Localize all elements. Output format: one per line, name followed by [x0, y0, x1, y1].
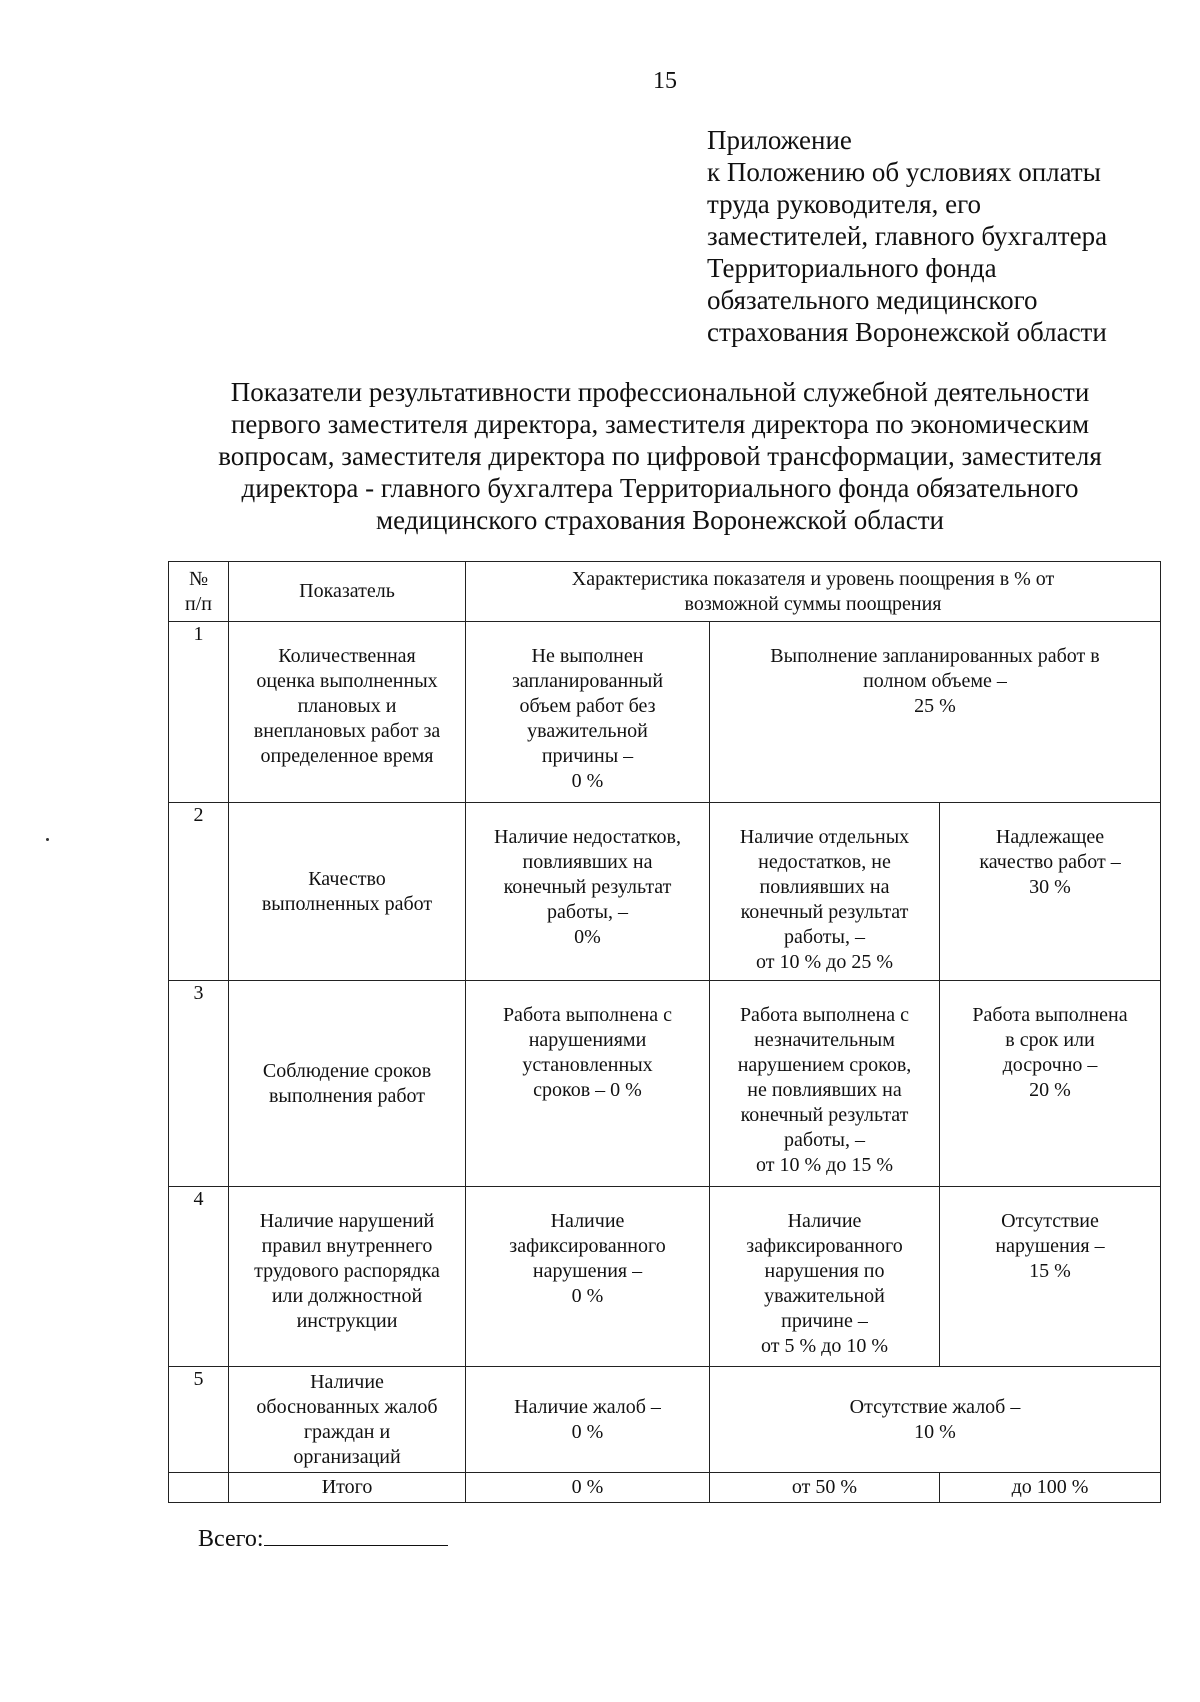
row-indicator: Наличие нарушений правил внутреннего трудового распорядка или должностной инструкции — [229, 1187, 466, 1367]
total-col1: 0 % — [466, 1473, 710, 1503]
total-col2: от 50 % — [710, 1473, 940, 1503]
row-number: 4 — [169, 1187, 229, 1367]
page-number: 15 — [653, 68, 677, 94]
appendix-line: Приложение — [707, 125, 852, 155]
table-row — [169, 1367, 1161, 1473]
row-level-mid: Наличие отдельных недостатков, не повлиявших на конечный результат работы, – от 10 % до 25 % — [710, 803, 940, 981]
header-indicator: Показатель — [229, 562, 466, 622]
row-level-low: Наличие недостатков, повлиявших на конечный результат работы, – 0% — [466, 803, 710, 981]
total-empty-cell — [169, 1473, 229, 1503]
total-col3: до 100 % — [940, 1473, 1161, 1503]
appendix-line: Территориального фонда — [707, 253, 997, 283]
row-level-mid: Работа выполнена с незначительным нарушением сроков, не повлиявших на конечный результат работы, – от 10 % до 15 % — [710, 981, 940, 1187]
row-number: 5 — [169, 1367, 229, 1473]
header-num: № п/п — [169, 562, 229, 622]
total-label: Итого — [229, 1473, 466, 1503]
row-indicator: Наличие обоснованных жалоб граждан и организаций — [229, 1367, 466, 1473]
row-level-high: Отсутствие нарушения – 15 % — [940, 1187, 1161, 1367]
appendix-line: труда руководителя, его — [707, 189, 981, 219]
row-indicator: Соблюдение сроков выполнения работ — [229, 981, 466, 1187]
document-title — [180, 376, 1140, 536]
title-line: медицинского страхования Воронежской области — [376, 505, 944, 535]
table-row — [169, 1187, 1161, 1367]
row-level-low: Работа выполнена с нарушениями установленных сроков – 0 % — [466, 981, 710, 1187]
appendix-header — [707, 124, 1167, 348]
indicators-table — [168, 561, 1161, 1503]
grand-total-line — [198, 1523, 448, 1553]
table-row — [169, 981, 1161, 1187]
title-line: вопросам, заместителя директора по цифровой трансформации, заместителя — [218, 441, 1102, 471]
appendix-line: заместителей, главного бухгалтера — [707, 221, 1108, 251]
row-indicator: Качество выполненных работ — [229, 803, 466, 981]
table-row — [169, 803, 1161, 981]
row-indicator: Количественная оценка выполненных плановых и внеплановых работ за определенное время — [229, 622, 466, 803]
appendix-line: страхования Воронежской области — [707, 317, 1107, 347]
row-level-high: Выполнение запланированных работ в полном объеме – 25 % — [710, 622, 1161, 803]
row-level-low: Наличие зафиксированного нарушения – 0 % — [466, 1187, 710, 1367]
title-line: директора - главного бухгалтера Территориального фонда обязательного — [241, 473, 1079, 503]
header-characteristic: Характеристика показателя и уровень поощрения в % от возможной суммы поощрения — [466, 562, 1161, 622]
signature-blank — [264, 1523, 448, 1546]
row-level-low: Наличие жалоб – 0 % — [466, 1367, 710, 1473]
row-number: 1 — [169, 622, 229, 803]
appendix-line: к Положению об условиях оплаты — [707, 157, 1101, 187]
table-header-row — [169, 562, 1161, 622]
row-level-high: Надлежащее качество работ – 30 % — [940, 803, 1161, 981]
title-line: первого заместителя директора, заместителя директора по экономическим — [230, 409, 1090, 439]
table-row — [169, 622, 1161, 803]
table-total-row — [169, 1473, 1161, 1503]
scan-speck — [46, 838, 49, 841]
row-level-mid: Наличие зафиксированного нарушения по уважительной причине – от 5 % до 10 % — [710, 1187, 940, 1367]
row-number: 2 — [169, 803, 229, 981]
row-number: 3 — [169, 981, 229, 1187]
grand-total-label: Всего: — [198, 1526, 264, 1552]
appendix-line: обязательного медицинского — [707, 285, 1038, 315]
row-level-low: Не выполнен запланированный объем работ без уважительной причины – 0 % — [466, 622, 710, 803]
row-level-high: Отсутствие жалоб – 10 % — [710, 1367, 1161, 1473]
row-level-high: Работа выполнена в срок или досрочно – 20 % — [940, 981, 1161, 1187]
title-line: Показатели результативности профессиональной служебной деятельности — [230, 377, 1090, 407]
